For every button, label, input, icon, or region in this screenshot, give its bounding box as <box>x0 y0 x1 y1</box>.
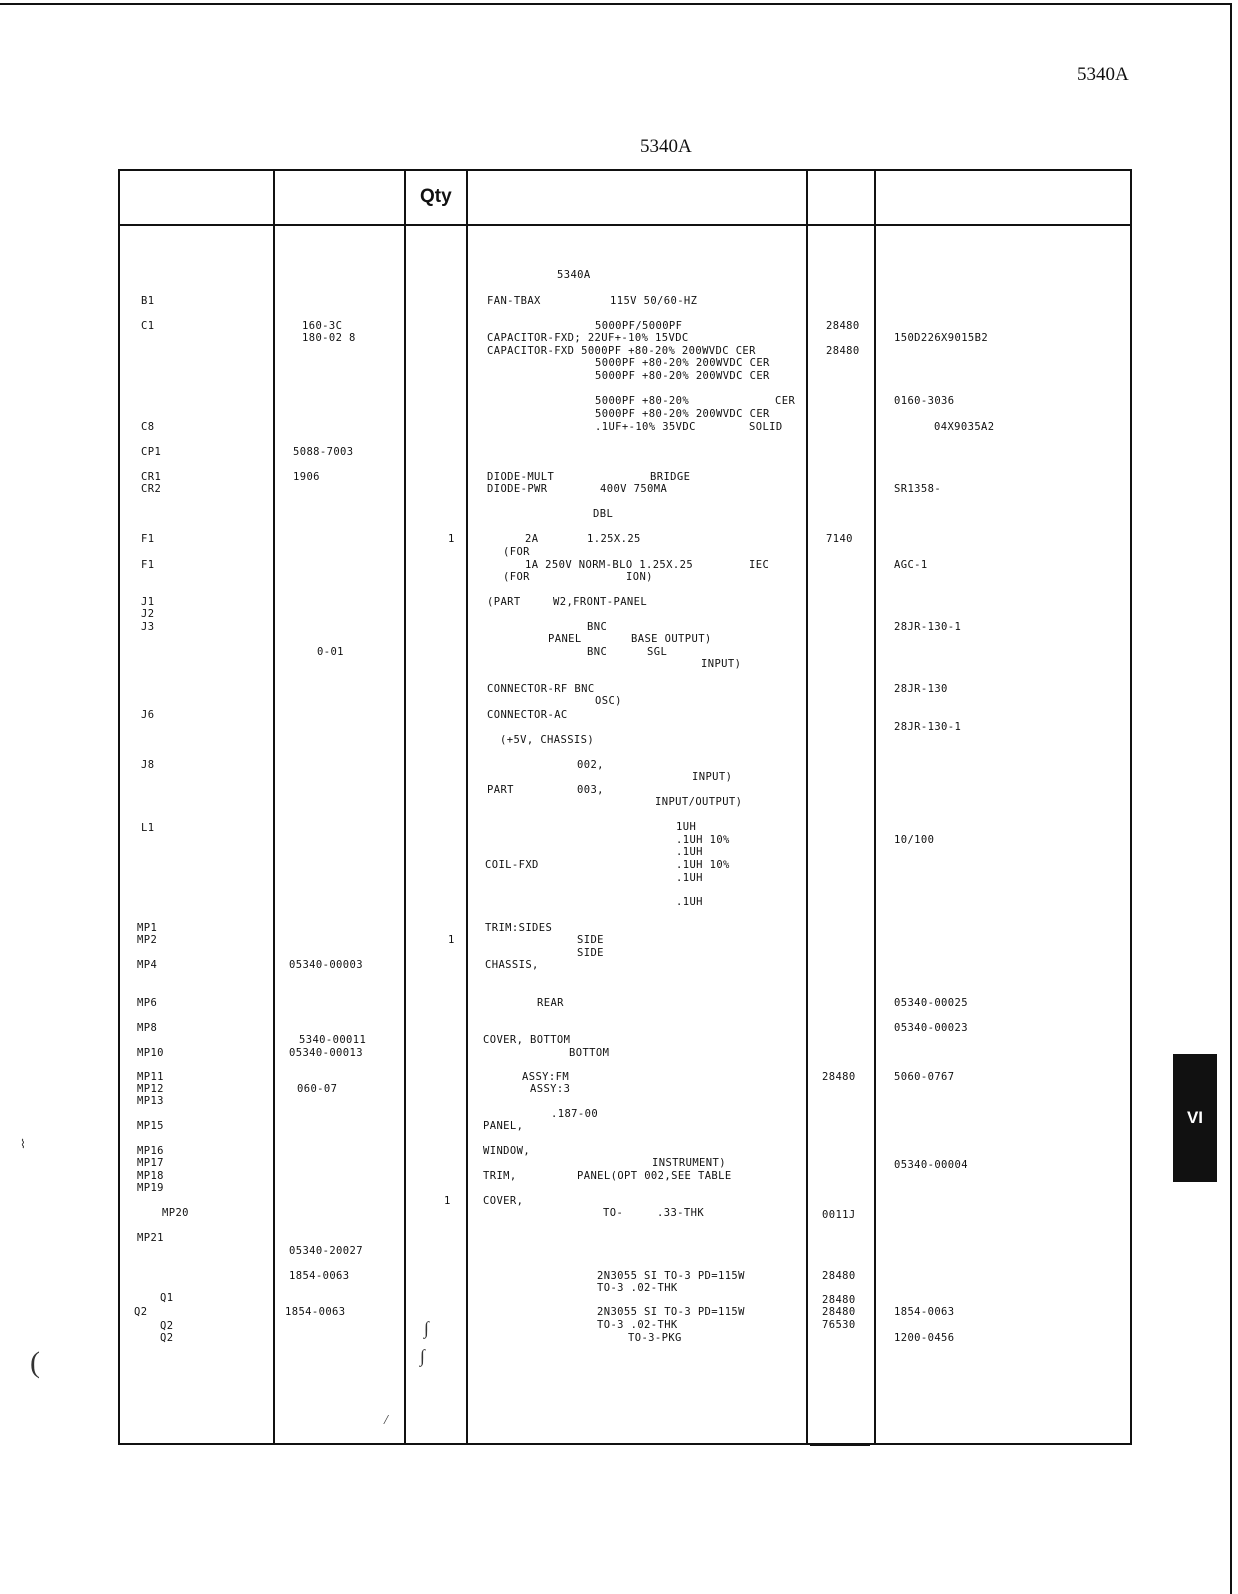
table-cell: CR1 <box>141 471 162 483</box>
table-cell: 05340-00025 <box>894 997 968 1009</box>
table-cell: .1UH 10% <box>676 859 730 871</box>
table-cell: J1 <box>141 596 155 608</box>
table-cell: MP11 <box>137 1071 164 1083</box>
table-cell: 05340-20027 <box>289 1245 363 1257</box>
table-cell: BNC <box>587 621 608 633</box>
table-cell: MP1 <box>137 922 158 934</box>
table-cell: MP16 <box>137 1145 164 1157</box>
table-cell: BRIDGE <box>650 471 691 483</box>
page-border-right <box>1230 3 1232 1594</box>
table-cell: 5060-0767 <box>894 1071 955 1083</box>
table-cell: J2 <box>141 608 155 620</box>
table-cell: 1UH <box>676 821 697 833</box>
table-cell: 76530 <box>822 1319 856 1331</box>
table-cell: 1854-0063 <box>289 1270 350 1282</box>
table-cell: 28JR-130-1 <box>894 621 962 633</box>
table-cell: CONNECTOR-RF BNC <box>487 683 595 695</box>
table-cell: Q2 <box>160 1320 174 1332</box>
table-cell: 05340-00013 <box>289 1047 363 1059</box>
column-divider <box>466 169 468 1445</box>
table-cell: INPUT/OUTPUT) <box>655 796 743 808</box>
table-cell: SGL <box>647 646 668 658</box>
table-cell: DIODE-PWR <box>487 483 548 495</box>
table-cell: 1A 250V NORM-BLO 1.25X.25 <box>525 559 694 571</box>
table-cell: .1UH <box>676 896 703 908</box>
pen-mark: ∫ <box>424 1318 429 1338</box>
margin-mark: ⌇ <box>20 1137 26 1151</box>
table-cell: MP2 <box>137 934 158 946</box>
table-cell: B1 <box>141 295 155 307</box>
model-number-header: 5340A <box>1077 64 1129 85</box>
table-cell: CER <box>775 395 796 407</box>
table-cell: BNC <box>587 646 608 658</box>
table-cell: 003, <box>577 784 604 796</box>
table-cell: 04X9035A2 <box>934 421 995 433</box>
table-cell: MP13 <box>137 1095 164 1107</box>
table-cell: (PART <box>487 596 521 608</box>
table-cell: 5340A <box>557 269 591 281</box>
table-cell: MP18 <box>137 1170 164 1182</box>
table-cell: BASE OUTPUT) <box>631 633 712 645</box>
table-cell: .1UH <box>676 846 703 858</box>
table-cell: 0160-3036 <box>894 395 955 407</box>
table-cell: .1UH <box>676 872 703 884</box>
margin-mark: ( <box>30 1346 40 1379</box>
table-cell: 10/100 <box>894 834 935 846</box>
table-cell: L1 <box>141 822 155 834</box>
table-cell: DBL <box>593 508 614 520</box>
column-divider <box>273 169 275 1445</box>
table-cell: 002, <box>577 759 604 771</box>
table-cell: .1UH 10% <box>676 834 730 846</box>
table-cell: 5340-00011 <box>299 1034 367 1046</box>
table-cell: PART <box>487 784 514 796</box>
table-cell: 05340-00003 <box>289 959 363 971</box>
column-divider <box>404 169 406 1445</box>
table-cell: 5000PF +80-20% 200WVDC CER <box>595 357 770 369</box>
table-cell: 1854-0063 <box>285 1306 346 1318</box>
table-cell: MP10 <box>137 1047 164 1059</box>
pen-mark: ∫ <box>420 1346 425 1366</box>
table-cell: IEC <box>749 559 770 571</box>
table-cell: CAPACITOR-FXD 5000PF +80-20% 200WVDC CER <box>487 345 756 357</box>
table-cell: J8 <box>141 759 155 771</box>
table-cell: 400V 750MA <box>600 483 668 495</box>
table-cell: 0-01 <box>317 646 344 658</box>
table-cell: BOTTOM <box>569 1047 610 1059</box>
table-cell: W2,FRONT-PANEL <box>553 596 648 608</box>
table-cell: Q2 <box>160 1332 174 1344</box>
table-cell: 2A <box>525 533 539 545</box>
table-cell: 060-07 <box>297 1083 338 1095</box>
table-cell: COVER, <box>483 1195 524 1207</box>
table-cell: MP20 <box>162 1207 189 1219</box>
table-cell: 28480 <box>826 345 860 357</box>
pen-mark: / <box>384 1413 388 1428</box>
table-cell: 5000PF +80-20% 200WVDC CER <box>595 370 770 382</box>
table-cell: CONNECTOR-AC <box>487 709 568 721</box>
model-number-title: 5340A <box>640 136 692 157</box>
table-cell: 1 <box>444 1195 451 1207</box>
table-cell: .1UF+-10% 35VDC <box>595 421 696 433</box>
table-cell: TRIM:SIDES <box>485 922 553 934</box>
table-cell: CAPACITOR-FXD; 22UF+-10% 15VDC <box>487 332 689 344</box>
table-cell: 28480 <box>822 1306 856 1318</box>
table-cell: PANEL(OPT 002,SEE TABLE <box>577 1170 732 1182</box>
table-cell: 160-3C <box>302 320 343 332</box>
table-cell: C1 <box>141 320 155 332</box>
table-cell: MP17 <box>137 1157 164 1169</box>
table-cell: 7140 <box>826 533 853 545</box>
table-cell: 28480 <box>826 320 860 332</box>
table-cell: MP15 <box>137 1120 164 1132</box>
table-cell: DIODE-MULT <box>487 471 555 483</box>
table-cell: C8 <box>141 421 155 433</box>
table-cell: (+5V, CHASSIS) <box>500 734 595 746</box>
table-cell: INSTRUMENT) <box>652 1157 726 1169</box>
table-cell: MP21 <box>137 1232 164 1244</box>
table-cell: TO- <box>603 1207 624 1219</box>
table-cell: Q1 <box>160 1292 174 1304</box>
table-cell: TO-3-PKG <box>628 1332 682 1344</box>
table-cell: .33-THK <box>657 1207 705 1219</box>
table-cell: ION) <box>626 571 653 583</box>
table-cell: ASSY:3 <box>530 1083 571 1095</box>
table-cell: 1 <box>448 533 455 545</box>
table-cell: 1906 <box>293 471 320 483</box>
table-cell: TO-3 .02-THK <box>597 1282 678 1294</box>
table-cell: MP19 <box>137 1182 164 1194</box>
table-cell: (FOR <box>503 571 530 583</box>
table-cell: (FOR <box>503 546 530 558</box>
table-cell: AGC-1 <box>894 559 928 571</box>
table-cell: PANEL, <box>483 1120 524 1132</box>
table-cell: 5000PF +80-20% 200WVDC CER <box>595 408 770 420</box>
table-cell: F1 <box>141 533 155 545</box>
table-cell: 28480 <box>822 1270 856 1282</box>
table-cell: 5000PF/5000PF <box>595 320 683 332</box>
table-cell: MP6 <box>137 997 158 1009</box>
section-tab: VI <box>1173 1054 1217 1182</box>
bottom-rule <box>810 1443 870 1446</box>
table-cell: FAN-TBAX <box>487 295 541 307</box>
table-cell: 1.25X.25 <box>587 533 641 545</box>
header-row-divider <box>118 224 1132 226</box>
table-cell: 28480 <box>822 1294 856 1306</box>
table-cell: MP4 <box>137 959 158 971</box>
table-cell: MP12 <box>137 1083 164 1095</box>
table-cell: CHASSIS, <box>485 959 539 971</box>
column-divider <box>874 169 876 1445</box>
table-cell: F1 <box>141 559 155 571</box>
table-cell: COVER, BOTTOM <box>483 1034 571 1046</box>
table-cell: WINDOW, <box>483 1145 531 1157</box>
table-cell: 05340-00023 <box>894 1022 968 1034</box>
table-cell: INPUT) <box>701 658 742 670</box>
table-cell: 28JR-130-1 <box>894 721 962 733</box>
table-cell: INPUT) <box>692 771 733 783</box>
table-cell: SIDE <box>577 947 604 959</box>
table-cell: 1854-0063 <box>894 1306 955 1318</box>
table-cell: TRIM, <box>483 1170 517 1182</box>
table-cell: 5000PF +80-20% <box>595 395 690 407</box>
column-divider <box>806 169 808 1445</box>
table-cell: Q2 <box>134 1306 148 1318</box>
table-cell: SR1358- <box>894 483 942 495</box>
table-cell: J3 <box>141 621 155 633</box>
table-cell: OSC) <box>595 695 622 707</box>
table-cell: COIL-FXD <box>485 859 539 871</box>
table-cell: 180-02 8 <box>302 332 356 344</box>
page-border-top <box>0 3 1232 5</box>
table-cell: ASSY:FM <box>522 1071 570 1083</box>
table-cell: J6 <box>141 709 155 721</box>
table-cell: PANEL <box>548 633 582 645</box>
table-cell: 2N3055 SI TO-3 PD=115W <box>597 1270 745 1282</box>
table-cell: 115V 50/60-HZ <box>610 295 698 307</box>
table-cell: TO-3 .02-THK <box>597 1319 678 1331</box>
table-cell: 1200-0456 <box>894 1332 955 1344</box>
table-cell: 28480 <box>822 1071 856 1083</box>
table-cell: 1 <box>448 934 455 946</box>
table-cell: SIDE <box>577 934 604 946</box>
table-cell: REAR <box>537 997 564 1009</box>
table-cell: CR2 <box>141 483 162 495</box>
table-cell: 05340-00004 <box>894 1159 968 1171</box>
table-cell: SOLID <box>749 421 783 433</box>
table-cell: 150D226X9015B2 <box>894 332 989 344</box>
table-cell: 28JR-130 <box>894 683 948 695</box>
table-cell: 5088-7003 <box>293 446 354 458</box>
table-cell: 2N3055 SI TO-3 PD=115W <box>597 1306 745 1318</box>
qty-column-header: Qty <box>420 186 452 207</box>
table-cell: MP8 <box>137 1022 158 1034</box>
table-cell: .187-00 <box>551 1108 599 1120</box>
table-cell: CP1 <box>141 446 162 458</box>
table-cell: 0011J <box>822 1209 856 1221</box>
